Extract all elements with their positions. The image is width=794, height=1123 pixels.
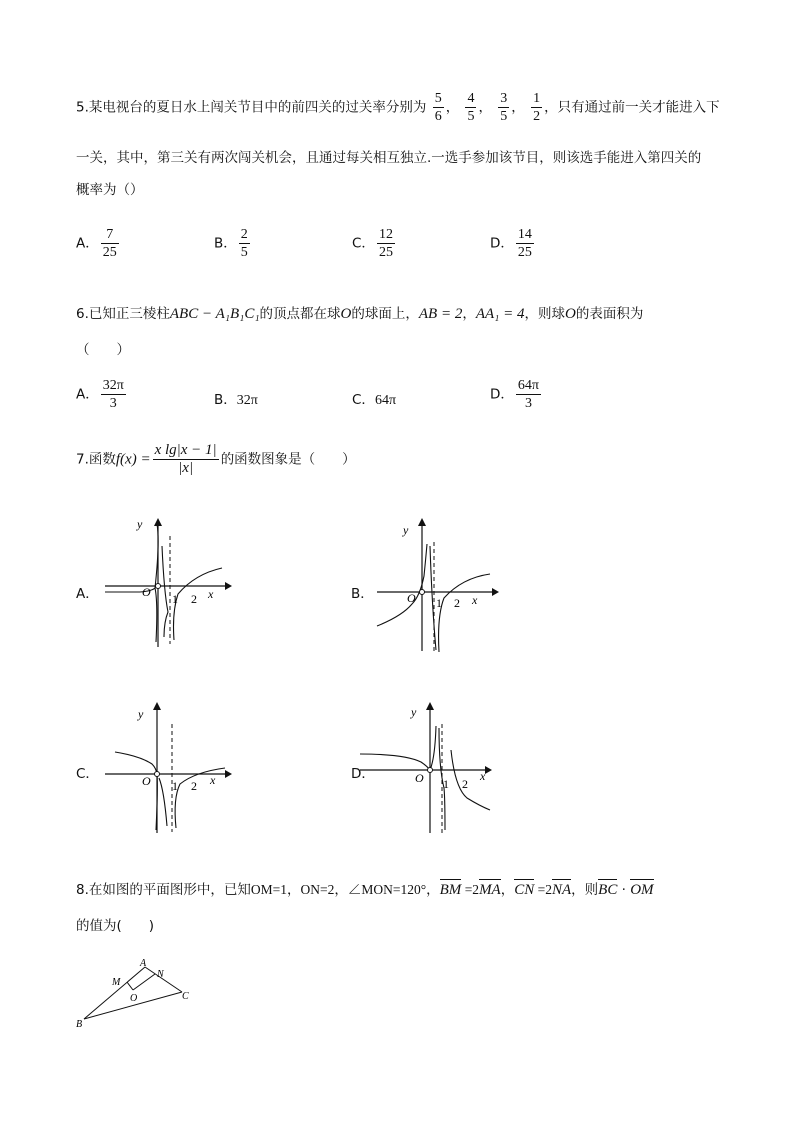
- q5-line1: 5.某电视台的夏日水上闯关节目中的前四关的过关率分别为 $\frac{5}{6}$ ， $\frac{4}{5}$ ， $\frac{3}{5}$ ， $\frac{1}{2}$ ，只有通过前一关才能进入下: [76, 91, 720, 124]
- q6-prism: ABC − A₁B₁C₁: [169, 306, 260, 322]
- q8-line2: 的值为( ): [76, 918, 155, 934]
- q8-vec-bm: BM: [440, 879, 462, 899]
- q5-number: 5.: [76, 99, 89, 116]
- q7b-tick-2: 2: [454, 596, 460, 610]
- q7-option-a[interactable]: A．: [76, 586, 99, 602]
- q5-option-a[interactable]: A． $\frac{7}{25}$: [76, 227, 117, 260]
- q7c-origin-label: O: [142, 774, 151, 788]
- q7-option-c[interactable]: C．: [76, 766, 99, 782]
- q7b-tick-1: 1: [436, 596, 442, 610]
- q8-vec-bc: BC: [598, 879, 617, 899]
- q7a-tick-1: 1: [172, 592, 178, 606]
- q7-expr: $\frac{\text{x lg|x − 1|}}{|x|}$: [154, 442, 217, 476]
- q8-label-c: C: [182, 991, 189, 1002]
- q5-text-a: 某电视台的夏日水上闯关节目中的前四关的过关率分别为: [88, 99, 427, 116]
- q5-fraction-4: $\frac{1}{2}$: [533, 91, 541, 124]
- q6-aa1: AA₁ = 4: [475, 306, 525, 322]
- q7d-tick-2: 2: [462, 777, 468, 791]
- q6-option-b[interactable]: B．32π: [214, 392, 258, 408]
- q8-label-n: N: [157, 969, 164, 980]
- q8-line1: 8.在如图的平面图形中，已知OM=1，ON=2，∠MON=120°，BM =2MA，CN =2NA，则BC · OM: [76, 878, 654, 899]
- q5-option-c[interactable]: C． $\frac{12}{25}$: [352, 227, 393, 260]
- q5-fraction-2: $\frac{4}{5}$: [467, 91, 475, 124]
- q7b-origin-label: O: [407, 591, 416, 605]
- q7-line1: 7.函数f(x) = $\frac{\text{x lg|x − 1|}}{|x|}$ 的函数图象是（ ）: [76, 442, 356, 476]
- q8-vec-ma: MA: [479, 879, 501, 899]
- q5-text-b: ，只有通过前一关才能进入下: [544, 99, 720, 116]
- q5-option-b[interactable]: B． $\frac{2}{5}$: [214, 227, 248, 260]
- q8-label-o: O: [130, 993, 138, 1004]
- q7b-y-label: y: [403, 523, 409, 537]
- q8-label-a: A: [140, 958, 147, 969]
- q7a-tick-2: 2: [191, 592, 197, 606]
- q7a-y-label: y: [137, 517, 143, 531]
- q7d-x-label: x: [480, 769, 486, 783]
- q8-figure: [70, 955, 200, 1030]
- q5-fraction-1: $\frac{5}{6}$: [434, 91, 442, 124]
- q6-paren: （ ）: [76, 342, 130, 358]
- q5-option-d[interactable]: D． $\frac{14}{25}$: [490, 227, 532, 260]
- q8-conditions: OM=1，ON=2，∠MON=120°，: [250, 882, 440, 897]
- q7-graph-c[interactable]: [100, 698, 235, 838]
- q7-option-b[interactable]: B．: [351, 586, 374, 602]
- q5-fraction-3: $\frac{3}{5}$: [500, 91, 508, 124]
- q6-option-a[interactable]: A． $\frac{32\pi}{3}$: [76, 378, 124, 411]
- q7-fx: f(x) =: [115, 451, 151, 468]
- q6-line1: 6.已知正三棱柱ABC − A₁B₁C₁的顶点都在球O的球面上，AB = 2，AA₁ = 4，则球O的表面积为: [76, 306, 644, 322]
- q6-option-d[interactable]: D． $\frac{64\pi}{3}$: [490, 378, 539, 411]
- q7d-y-label: y: [411, 705, 417, 719]
- q7a-origin-label: O: [142, 585, 151, 599]
- q8-vec-cn: CN: [514, 879, 534, 899]
- q5-line2: 一关，其中，第三关有两次闯关机会，且通过每关相互独立.一选手参加该节目，则该选手能进入第四关的: [76, 150, 702, 166]
- q5-line3: 概率为（）: [76, 182, 144, 198]
- q7-graph-b[interactable]: [372, 516, 502, 656]
- q8-vec-na: NA: [552, 879, 571, 899]
- q7d-tick-1: 1: [443, 777, 449, 791]
- q7a-x-label: x: [208, 587, 214, 601]
- q8-label-m: M: [112, 977, 121, 988]
- q7c-tick-2: 2: [191, 779, 197, 793]
- q7d-origin-label: O: [415, 771, 424, 785]
- q7-graph-d[interactable]: [355, 698, 495, 838]
- q7b-x-label: x: [472, 593, 478, 607]
- q8-label-b: B: [76, 1019, 83, 1030]
- q7c-x-label: x: [210, 773, 216, 787]
- q7c-tick-1: 1: [172, 779, 178, 793]
- q6-ab: AB = 2: [418, 306, 463, 322]
- q6-option-c[interactable]: C．64π: [352, 392, 397, 408]
- q7-option-d[interactable]: D．: [351, 766, 375, 782]
- q7c-y-label: y: [138, 707, 144, 721]
- q8-vec-om: OM: [630, 879, 653, 899]
- q7-graph-a[interactable]: [100, 512, 235, 652]
